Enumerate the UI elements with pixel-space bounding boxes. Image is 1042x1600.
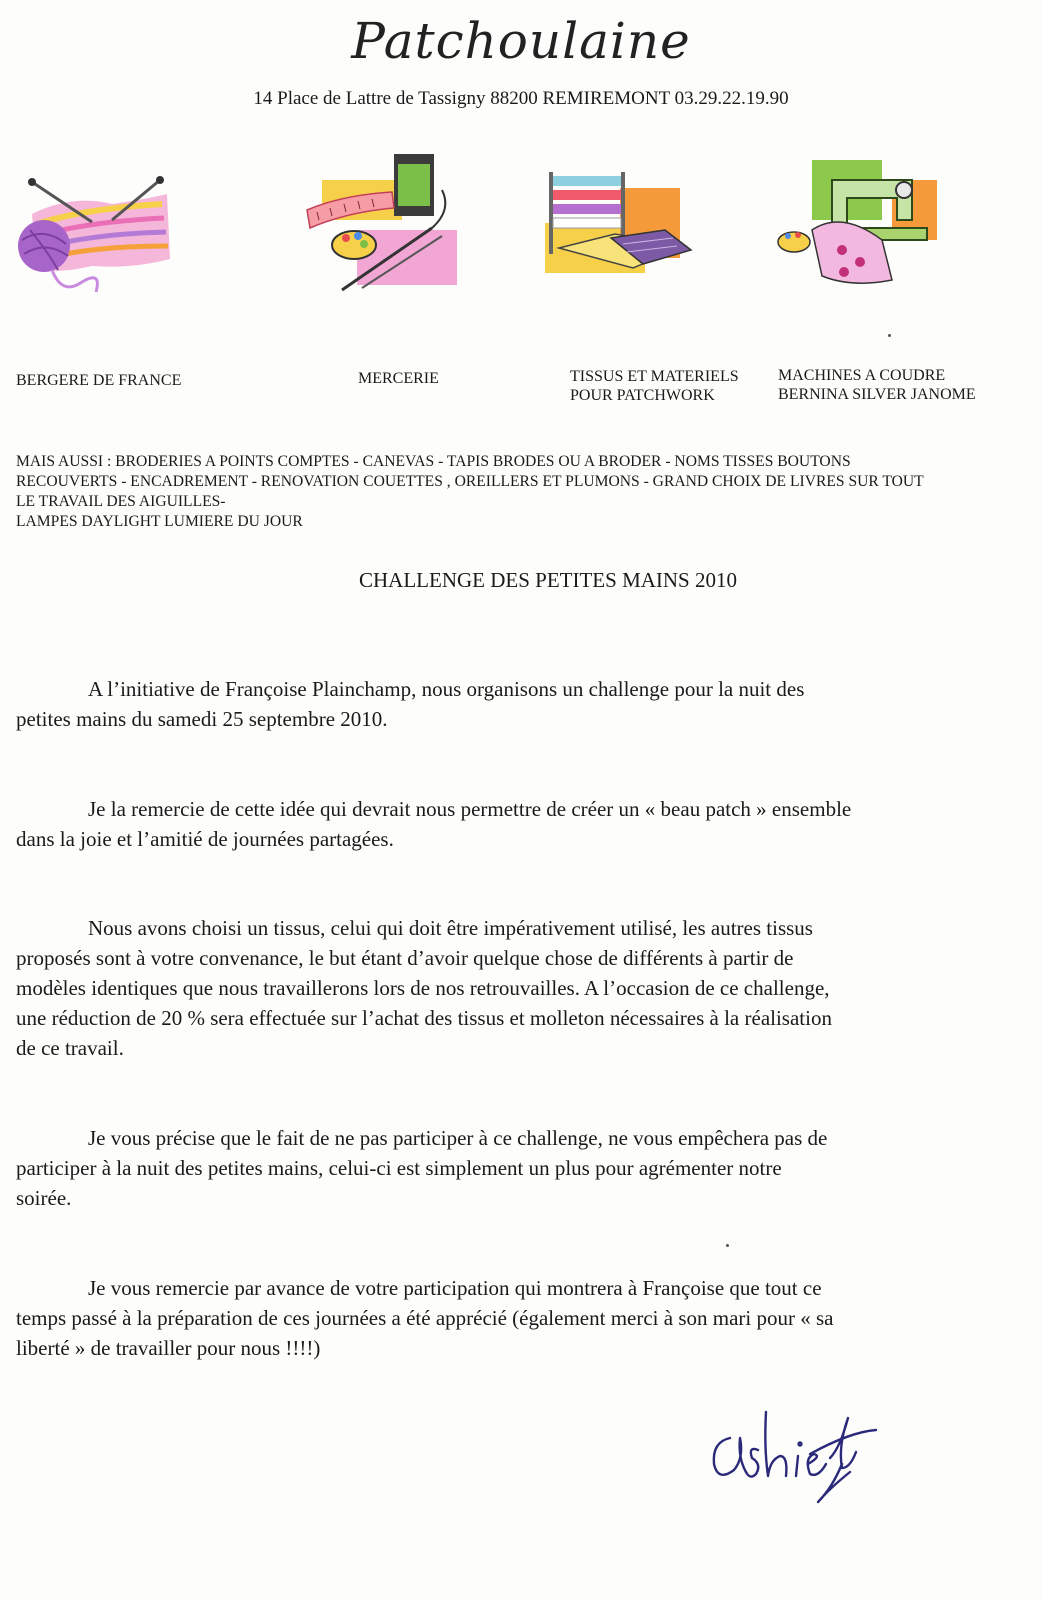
category-label: MACHINES A COUDRE	[778, 367, 946, 384]
brand-logo: Patchoulaine	[351, 12, 691, 70]
knitting-yarn-icon	[12, 174, 172, 304]
also-line: LAMPES DAYLIGHT LUMIERE DU JOUR	[16, 513, 303, 530]
paragraph-fabric-choice	[16, 913, 1026, 1063]
paragraph-line: soirée.	[16, 1186, 72, 1210]
paragraph-line: de ce travail.	[16, 1036, 124, 1060]
paragraph-line: une réduction de 20 % sera effectuée sur l’achat des tissus et molleton nécessaires à la réalisation	[16, 1006, 832, 1030]
category-label: BERGERE DE FRANCE	[16, 372, 182, 389]
paragraph-line: temps passé à la préparation de ces journées a été apprécié (également merci à son mari pour « sa	[16, 1306, 834, 1330]
paragraph-line: liberté » de travailler pour nous !!!!)	[16, 1336, 321, 1360]
sewing-machine-icon	[772, 150, 942, 295]
paragraph-line: dans la joie et l’amitié de journées partagées.	[16, 827, 394, 851]
fabric-rolls-icon	[545, 168, 695, 283]
paragraph-thanks-idea	[16, 794, 1026, 854]
also-line: LE TRAVAIL DES AIGUILLES-	[16, 493, 226, 510]
scan-speck	[726, 1244, 729, 1247]
handwritten-signature	[700, 1398, 880, 1513]
also-line: MAIS AUSSI : BRODERIES A POINTS COMPTES - CANEVAS - TAPIS BRODES OU A BRODER - NOMS TISSES BOUTONS	[16, 453, 851, 470]
category-tissus-patchwork	[570, 367, 739, 405]
also-services-list	[16, 452, 1026, 532]
paragraph-participation-optional	[16, 1123, 1026, 1213]
document-title: CHALLENGE DES PETITES MAINS 2010	[359, 568, 737, 592]
sewing-notions-icon	[302, 150, 462, 305]
shop-address: 14 Place de Lattre de Tassigny 88200 REMIREMONT 03.29.22.19.90	[253, 88, 789, 109]
category-label: BERNINA SILVER JANOME	[778, 386, 976, 403]
category-machines-a-coudre	[778, 366, 976, 404]
paragraph-line: Je vous précise que le fait de ne pas participer à ce challenge, ne vous empêchera pas de	[88, 1126, 828, 1150]
category-bergere-de-france	[16, 371, 181, 390]
scan-speck	[888, 334, 891, 337]
paragraph-line: participer à la nuit des petites mains, celui-ci est simplement un plus pour agrémenter notre	[16, 1156, 782, 1180]
paragraph-line: modèles identiques que nous travaillerons lors de nos retrouvailles. A l’occasion de ce challenge,	[16, 976, 830, 1000]
paragraph-line: proposés sont à votre convenance, le but étant d’avoir quelque chose de différents à partir de	[16, 946, 794, 970]
also-line: RECOUVERTS - ENCADREMENT - RENOVATION COUETTES , OREILLERS ET PLUMONS - GRAND CHOIX DE LIVRES SUR TOUT	[16, 473, 924, 490]
paragraph-line: Je vous remercie par avance de votre participation qui montrera à Françoise que tout ce	[88, 1276, 822, 1300]
paragraph-line: A l’initiative de Françoise Plainchamp, nous organisons un challenge pour la nuit des	[88, 677, 805, 701]
category-mercerie	[358, 369, 439, 388]
paragraph-initiative	[16, 674, 1026, 734]
paragraph-line: Je la remercie de cette idée qui devrait nous permettre de créer un « beau patch » ensemble	[88, 797, 852, 821]
category-label: MERCERIE	[358, 370, 439, 387]
paragraph-line: petites mains du samedi 25 septembre 2010.	[16, 707, 388, 731]
paragraph-line: Nous avons choisi un tissus, celui qui doit être impérativement utilisé, les autres tissus	[88, 916, 813, 940]
paragraph-closing-thanks	[16, 1273, 1026, 1363]
category-label: TISSUS ET MATERIELS	[570, 368, 739, 385]
category-label: POUR PATCHWORK	[570, 387, 715, 404]
